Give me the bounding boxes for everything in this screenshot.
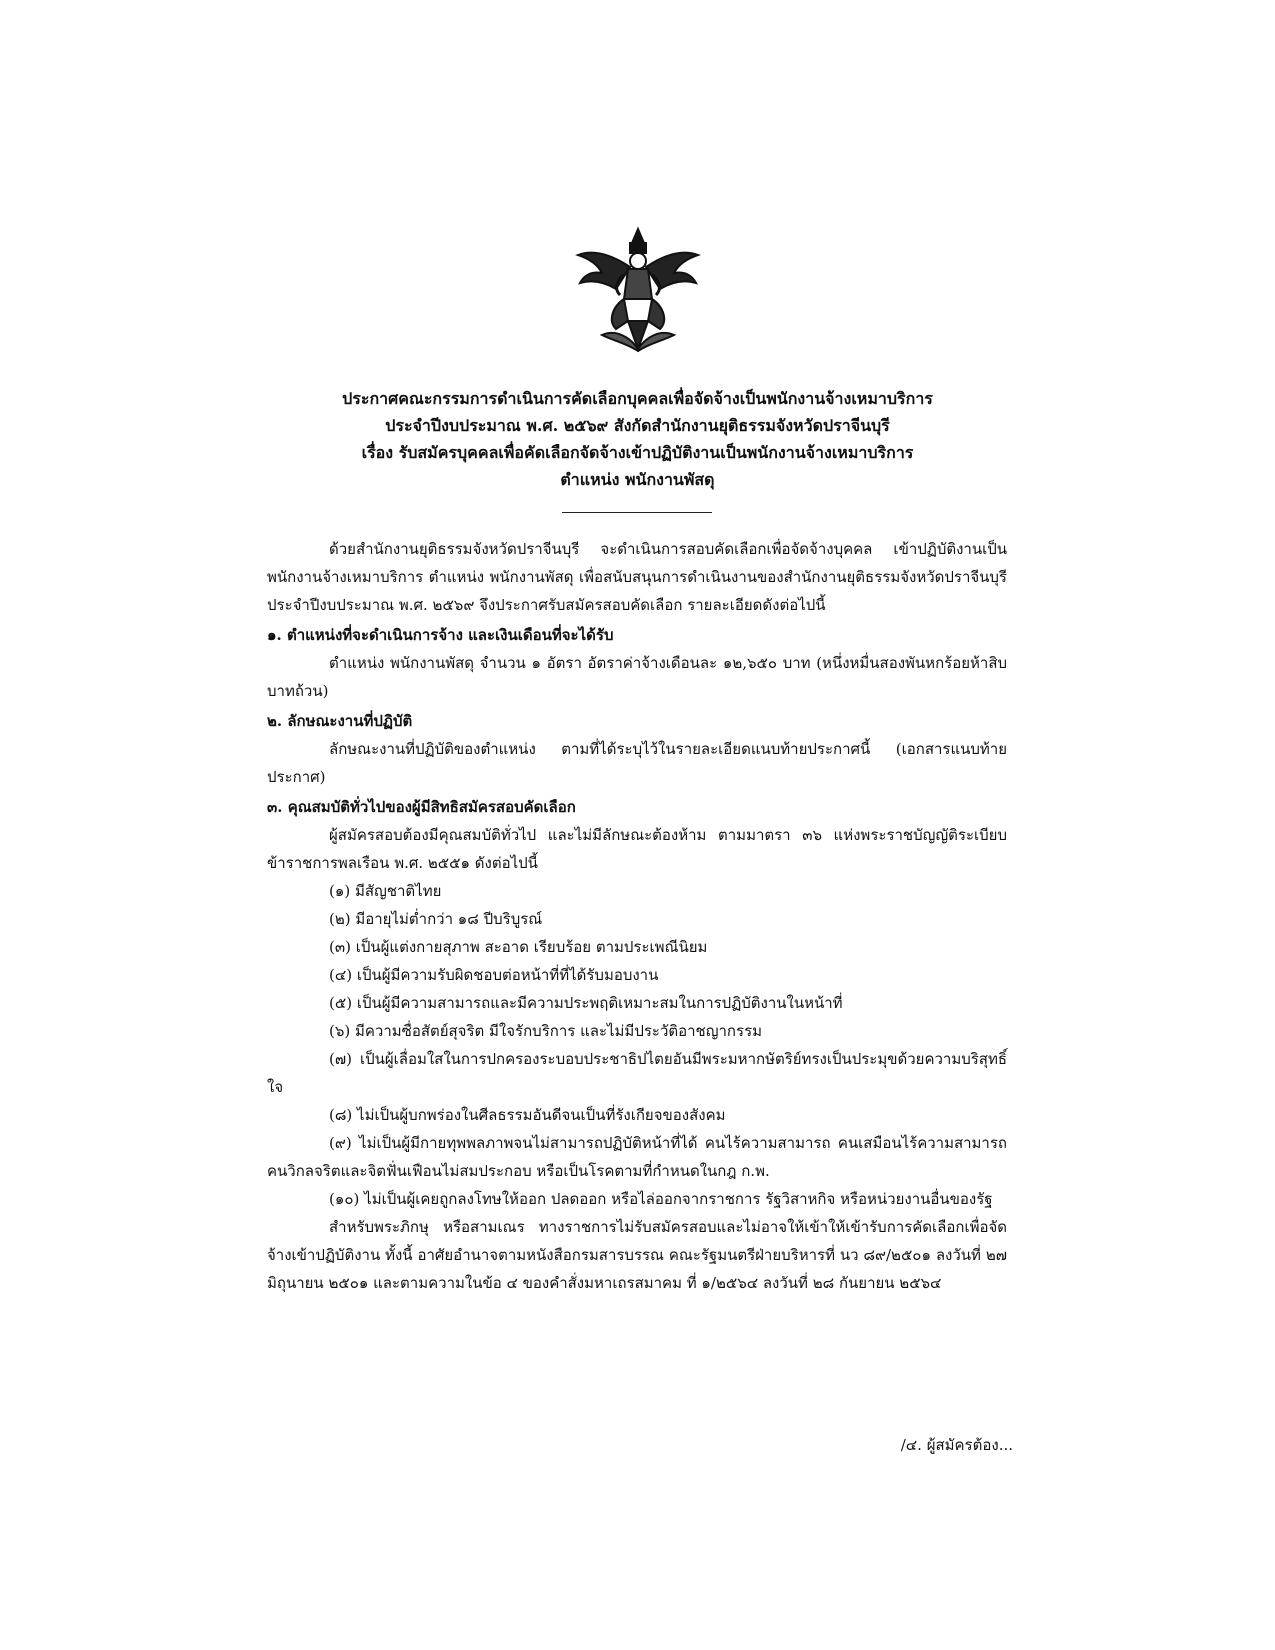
qualification-item: (๔) เป็นผู้มีความรับผิดชอบต่อหน้าที่ที่ได้รับมอบงาน (329, 966, 659, 984)
header-position-line: ตำแหน่ง พนักงานพัสดุ (560, 470, 715, 489)
monk-exclusion-note: สำหรับพระภิกษุ หรือสามเณร ทางราชการไม่รับสมัครสอบและไม่อาจให้เข้าให้เข้ารับการคัดเลือกเพื่อจัดจ้างเข้าปฏิบัติงาน ทั้งนี้ อาศัยอำนาจตามหนังสือกรมสารบรรณ คณะรัฐมนตรีฝ่ายบริหารที่ นว ๘๙/๒๕๐๑ ลงวันที่ ๒๗ มิถุนายน ๒๕๐๑ และตามความในข้อ ๔ ของคำสั่งมหาเถรสมาคม ที่ ๑/๒๕๖๔ ลงวันที่ ๒๘ กันยายน ๒๕๖๔ (267, 1218, 1007, 1292)
section-1-heading: ๑. ตำแหน่งที่จะดำเนินการจ้าง และเงินเดือนที่จะได้รับ (267, 626, 614, 644)
qualification-item: (๑) มีสัญชาติไทย (329, 882, 442, 900)
header-title-line-2: ประจำปีงบประมาณ พ.ศ. ๒๕๖๙ สังกัดสำนักงานยุติธรรมจังหวัดปราจีนบุรี (385, 416, 890, 435)
qualification-item: (๒) มีอายุไม่ต่ำกว่า ๑๘ ปีบริบูรณ์ (329, 910, 543, 928)
qualification-item: (๓) เป็นผู้แต่งกายสุภาพ สะอาด เรียบร้อย ตามประเพณีนิยม (329, 938, 708, 956)
continued-marker: /๔. ผู้สมัครต้อง... (900, 1436, 1013, 1454)
header-divider (562, 512, 712, 513)
qualification-item: (๗) เป็นผู้เลื่อมใสในการปกครองระบอบประชาธิปไตยอันมีพระมหากษัตริย์ทรงเป็นประมุขด้วยความบริสุทธิ์ใจ (267, 1050, 1007, 1096)
qualification-item: (๙) ไม่เป็นผู้มีกายทุพพลภาพจนไม่สามารถปฏิบัติหน้าที่ได้ คนไร้ความสามารถ คนเสมือนไร้ความสามารถ คนวิกลจริตและจิตฟั่นเฟือนไม่สมประกอบ หรือเป็นโรคตามที่กำหนดในกฎ ก.พ. (267, 1134, 1007, 1180)
qualification-item: (๖) มีความซื่อสัตย์สุจริต มีใจรักบริการ และไม่มีประวัติอาชญากรรม (329, 1022, 763, 1040)
qualification-item: (๕) เป็นผู้มีความสามารถและมีความประพฤติเหมาะสมในการปฏิบัติงานในหน้าที่ (329, 994, 843, 1012)
garuda-emblem-icon (572, 225, 704, 357)
section-2-text: ลักษณะงานที่ปฏิบัติของตำแหน่ง ตามที่ได้ระบุไว้ในรายละเอียดแนบท้ายประกาศนี้ (เอกสารแนบท้ายประกาศ) (267, 740, 1007, 786)
qualification-item: (๘) ไม่เป็นผู้บกพร่องในศีลธรรมอันดีจนเป็นที่รังเกียจของสังคม (329, 1106, 726, 1124)
header-subject-line: เรื่อง รับสมัครบุคคลเพื่อคัดเลือกจัดจ้างเข้าปฏิบัติงานเป็นพนักงานจ้างเหมาบริการ (361, 443, 914, 462)
intro-paragraph: ด้วยสำนักงานยุติธรรมจังหวัดปราจีนบุรี จะดำเนินการสอบคัดเลือกเพื่อจัดจ้างบุคคล เข้าปฏิบัติงานเป็นพนักงานจ้างเหมาบริการ ตำแหน่ง พนักงานพัสดุ เพื่อสนับสนุนการดำเนินงานของสำนักงานยุติธรรมจังหวัดปราจีนบุรี ประจำปีงบประมาณ พ.ศ. ๒๕๖๙ จึงประกาศรับสมัครสอบคัดเลือก รายละเอียดดังต่อไปนี้ (267, 540, 1007, 614)
header-title-line-1: ประกาศคณะกรรมการดำเนินการคัดเลือกบุคคลเพื่อจัดจ้างเป็นพนักงานจ้างเหมาบริการ (342, 389, 933, 408)
announcement-body (267, 535, 1007, 1297)
announcement-header (250, 385, 1025, 493)
section-1-text: ตำแหน่ง พนักงานพัสดุ จำนวน ๑ อัตรา อัตราค่าจ้างเดือนละ ๑๒,๖๕๐ บาท (หนึ่งหมื่นสองพันหกร้อยห้าสิบบาทถ้วน) (267, 654, 1007, 700)
section-3-text: ผู้สมัครสอบต้องมีคุณสมบัติทั่วไป และไม่มีลักษณะต้องห้าม ตามมาตรา ๓๖ แห่งพระราชบัญญัติระเบียบข้าราชการพลเรือน พ.ศ. ๒๕๕๑ ดังต่อไปนี้ (267, 826, 1007, 872)
section-3-heading: ๓. คุณสมบัติทั่วไปของผู้มีสิทธิสมัครสอบคัดเลือก (267, 798, 576, 816)
qualification-item: (๑๐) ไม่เป็นผู้เคยถูกลงโทษให้ออก ปลดออก หรือไล่ออกจากราชการ รัฐวิสาหกิจ หรือหน่วยงานอื่นของรัฐ (329, 1190, 993, 1208)
section-2-heading: ๒. ลักษณะงานที่ปฏิบัติ (267, 712, 413, 730)
